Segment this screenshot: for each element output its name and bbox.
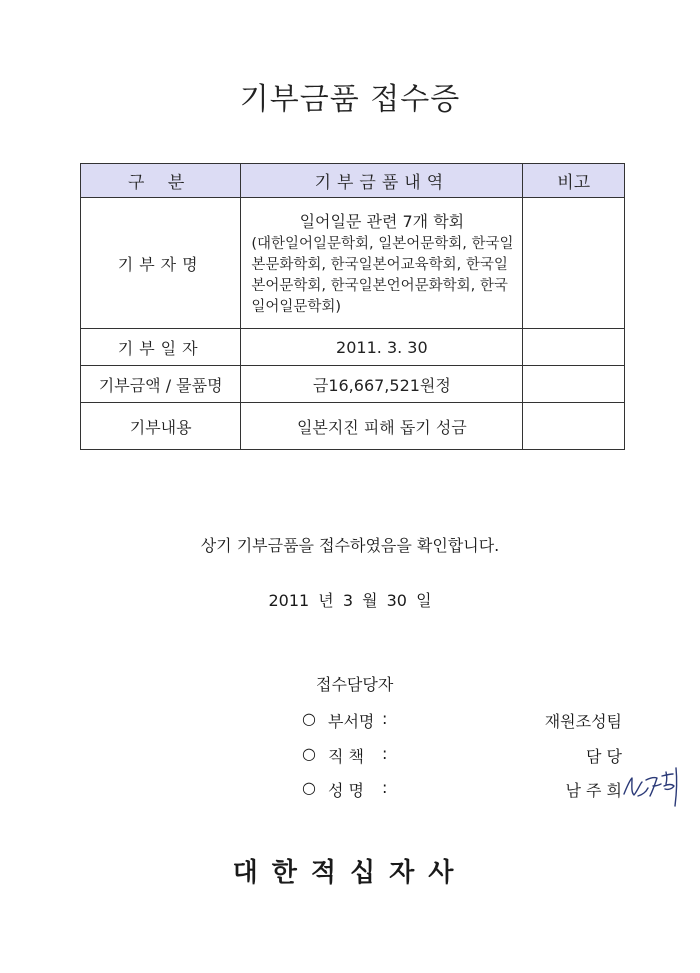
name-label: 성 명 — [328, 781, 364, 800]
confirmation-text: 상기 기부금품을 접수하였음을 확인합니다. — [200, 536, 500, 555]
remark-cell — [523, 403, 625, 450]
name-value: 남 주 희 — [565, 781, 622, 800]
colon: : — [382, 709, 388, 728]
remark-cell — [523, 198, 625, 329]
donor-cell — [241, 198, 523, 329]
organization-name: 대한적십자사 — [232, 858, 468, 888]
donor-label: 기부자명 — [81, 198, 241, 329]
department-value: 재원조성팀 — [544, 712, 622, 731]
position-label: 직 책 — [328, 747, 364, 766]
table-header-row — [81, 164, 625, 198]
header-category: 구 분 — [81, 164, 241, 198]
position-value: 담 당 — [586, 747, 622, 766]
issue-date: 2011 년 3 월 30 일 — [268, 591, 432, 610]
circle-bullet-icon: ○ — [302, 744, 316, 763]
header-remarks: 비고 — [523, 164, 625, 198]
date-label: 기부일자 — [81, 329, 241, 366]
colon: : — [382, 744, 388, 763]
name-row — [302, 778, 622, 802]
amount-label: 기부금액 / 물품명 — [81, 366, 241, 403]
remark-cell — [523, 329, 625, 366]
table-row — [81, 198, 625, 329]
handler-title: 접수담당자 — [316, 675, 394, 694]
donor-main: 일어일문 관련 7개 학회 — [299, 211, 465, 231]
document-title: 기부금품 접수증 — [239, 82, 461, 117]
remark-cell — [523, 366, 625, 403]
circle-bullet-icon: ○ — [302, 778, 316, 797]
position-row — [302, 744, 622, 768]
table-row — [81, 329, 625, 366]
date-value: 2011. 3. 30 — [241, 329, 523, 366]
table-row — [81, 366, 625, 403]
donation-table — [80, 163, 625, 450]
handwritten-signature — [620, 762, 682, 812]
circle-bullet-icon: ○ — [302, 709, 316, 728]
colon: : — [382, 778, 388, 797]
table-row — [81, 403, 625, 450]
department-label: 부서명 — [328, 712, 375, 731]
donor-list: (대한일어일문학회, 일본어문학회, 한국일본문화학회, 한국일본어교육학회, 한국일본어문학회, 한국일본언어문화학회, 한국일어일문학회) — [251, 235, 514, 315]
content-value: 일본지진 피해 돕기 성금 — [241, 403, 523, 450]
department-row — [302, 709, 622, 733]
header-details: 기부금품내역 — [241, 164, 523, 198]
amount-value: 금16,667,521원정 — [241, 366, 523, 403]
content-label: 기부내용 — [81, 403, 241, 450]
